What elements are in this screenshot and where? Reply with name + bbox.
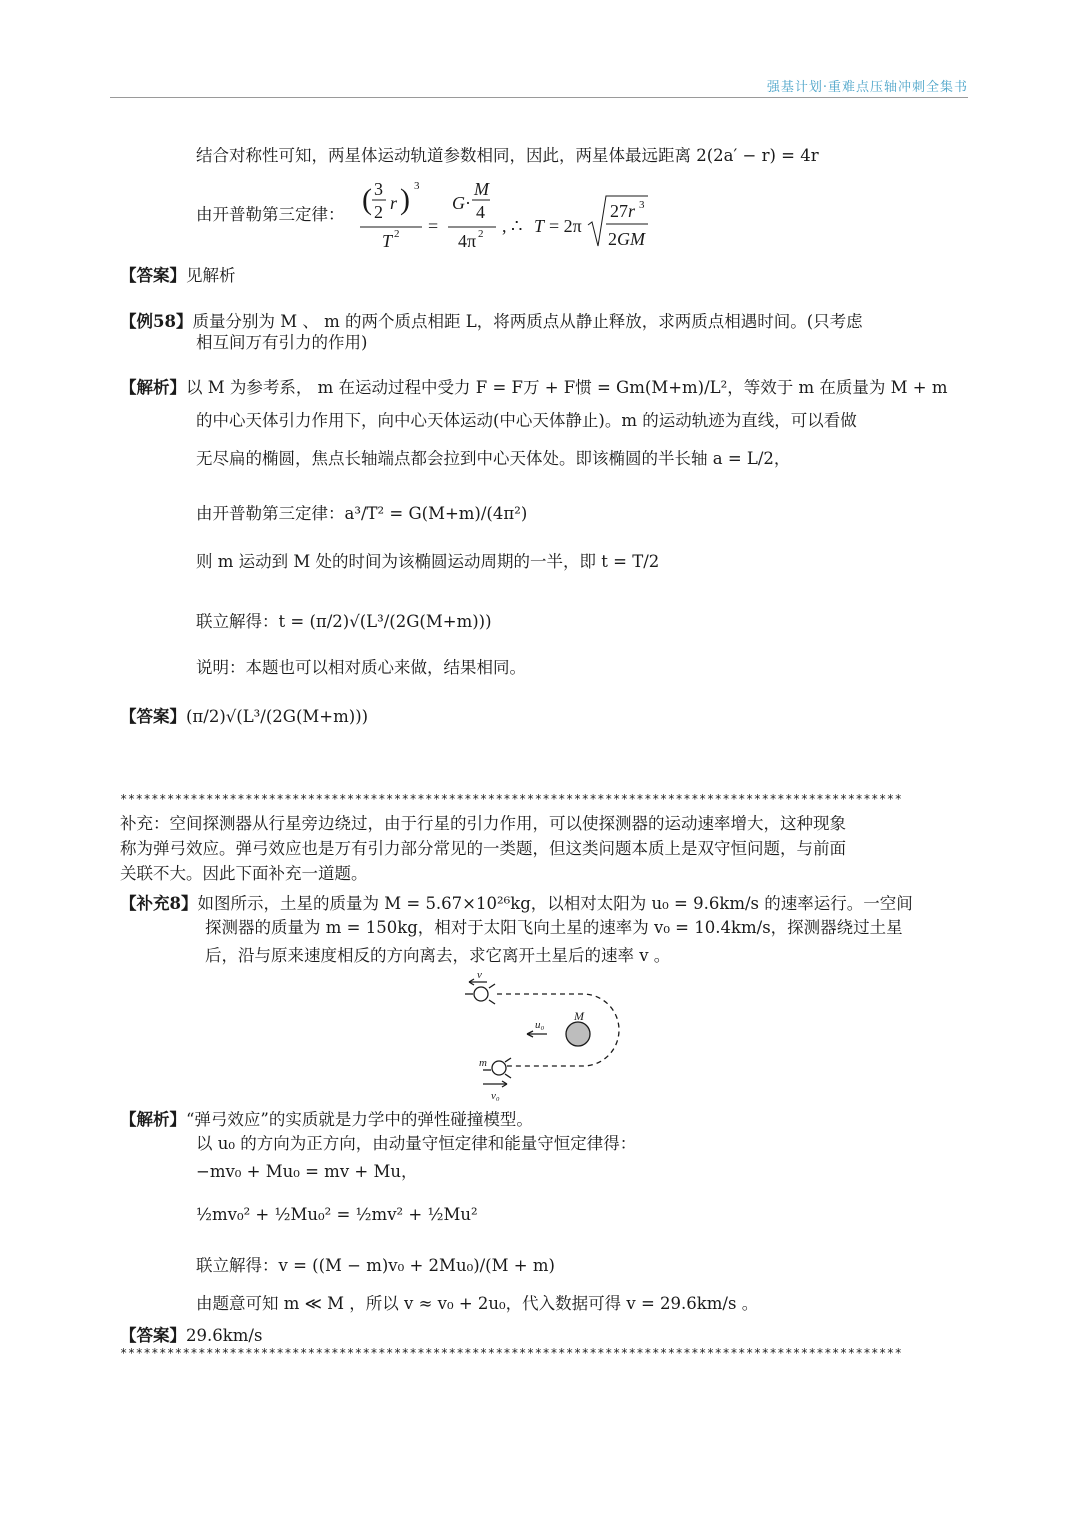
supp8-q3: 后，沿与原来速度相反的方向离去，求它离开土星后的速率 v 。 <box>205 946 671 965</box>
svg-text:2: 2 <box>478 228 484 240</box>
supp-intro2: 称为弹弓效应。弹弓效应也是万有引力部分常见的一类题，但这类问题本质上是双守恒问题，与前面 <box>120 839 846 858</box>
slingshot-figure <box>455 966 630 1110</box>
supp8-s1: “弹弓效应”的实质就是力学中的弹性碰撞模型。 <box>186 1110 533 1129</box>
svg-text:= 2π: = 2π <box>549 216 582 236</box>
p1-answer-text: 见解析 <box>186 266 236 285</box>
slingshot-diagram <box>455 966 630 1106</box>
svg-text:3: 3 <box>639 199 645 211</box>
supp8-s4: ½mv₀² + ½Mu₀² = ½mv² + ½Mu² <box>196 1205 478 1224</box>
supp8-q2: 探测器的质量为 m = 150kg，相对于太阳飞向土星的速率为 v₀ = 10.4km/s，探测器绕过土星 <box>205 918 903 937</box>
ex58-a2: 的中心天体引力作用下，向中心天体运动(中心天体静止)。m 的运动轨迹为直线，可以看做 <box>196 411 857 430</box>
p1-line1: 结合对称性可知，两星体运动轨道参数相同，因此，两星体最远距离 2(2a′ − r) = 4r <box>196 146 819 165</box>
svg-text:=: = <box>428 216 439 236</box>
ex58-analysis-tag: 【解析】 <box>120 378 186 397</box>
svg-text:3: 3 <box>374 179 383 199</box>
ex58-a3: 无尽扁的椭圆，焦点长轴端点都会拉到中心天体处。即该椭圆的半长轴 a = L/2， <box>196 449 791 468</box>
supp8-analysis-tag: 【解析】 <box>120 1110 186 1129</box>
label-u0: u₀ <box>535 1019 545 1031</box>
supp8-answer-tag: 【答案】 <box>120 1326 186 1345</box>
ex58-analysis-line1 <box>120 374 948 398</box>
label-M: M <box>574 1009 584 1023</box>
supp8-s3: −mv₀ + Mu₀ = mv + Mu， <box>196 1162 418 1181</box>
ex58-tag: 【例58】 <box>120 312 193 331</box>
separator-stars-bottom: **************************************************************************************************** <box>120 1346 903 1360</box>
supp8-q1: 如图所示，土星的质量为 M = 5.67×10²⁶kg，以相对太阳为 u₀ = 9.6km/s 的速率运行。一空间 <box>197 894 913 913</box>
supp-intro1: 补充：空间探测器从行星旁边绕过，由于行星的引力作用，可以使探测器的运动速率增大，这种现象 <box>120 814 846 833</box>
p1-answer-tag: 【答案】 <box>120 266 186 285</box>
supp8-line1 <box>120 890 913 914</box>
probe-bottom-icon <box>492 1061 506 1075</box>
svg-text:·: · <box>465 193 471 213</box>
supp8-tag: 【补充8】 <box>120 894 198 913</box>
ex58-question-l1: 质量分别为 M 、 m 的两个质点相距 L，将两质点从静止释放，求两质点相遇时间。(只考虑 <box>192 312 863 331</box>
label-m: m <box>479 1057 487 1069</box>
ex58-question-l2: 相互间万有引力的作用) <box>196 333 368 352</box>
svg-text:, ∴: , ∴ <box>502 216 523 236</box>
separator-stars-top: **************************************************************************************************** <box>120 792 903 806</box>
supp8-s6: 由题意可知 m ≪ M ，所以 v ≈ v₀ + 2u₀，代入数据可得 v = 29.6km/s 。 <box>196 1294 759 1313</box>
svg-text:3: 3 <box>414 180 420 192</box>
trajectory-path <box>497 994 619 1066</box>
ex58-a5: 则 m 运动到 M 处的时间为该椭圆运动周期的一半，即 t = T/2 <box>196 552 660 571</box>
svg-text:): ) <box>400 183 410 216</box>
ex58-a7: 说明：本题也可以相对质心来做，结果相同。 <box>196 658 526 677</box>
ex58-a4: 由开普勒第三定律：a³/T² = G(M+m)/(4π²) <box>196 504 528 523</box>
p1-kepler-line <box>196 205 345 225</box>
p1-kepler-prefix: 由开普勒第三定律： <box>196 205 345 224</box>
supp8-s5: 联立解得：v = ((M − m)v₀ + 2Mu₀)/(M + m) <box>196 1256 555 1275</box>
ex58-answer-text: (π/2)√(L³/(2G(M+m))) <box>186 707 369 726</box>
svg-text:2: 2 <box>374 202 383 222</box>
supp8-answer-text: 29.6km/s <box>186 1326 263 1345</box>
ex58-a6: 联立解得：t = (π/2)√(L³/(2G(M+m))) <box>196 612 492 631</box>
probe-top-icon <box>474 987 488 1001</box>
supp-intro3: 关联不大。因此下面补充一道题。 <box>120 864 368 883</box>
supp8-analysis-line1 <box>120 1106 533 1130</box>
svg-text:T: T <box>382 231 393 251</box>
ex58-answer-tag: 【答案】 <box>120 707 186 726</box>
svg-text:G: G <box>452 193 465 213</box>
ex58-tag-line <box>120 308 863 332</box>
ex58-a1: 以 M 为参考系， m 在运动过程中受力 F = F万 + F惯 = Gm(M+m)/L²，等效于 m 在质量为 M + m <box>186 378 948 397</box>
svg-text:M: M <box>474 179 489 199</box>
supp8-s2: 以 u₀ 的方向为正方向，由动量守恒定律和能量守恒定律得： <box>196 1134 637 1153</box>
svg-text:2GM: 2GM <box>608 229 645 249</box>
label-v0: v₀ <box>491 1090 500 1102</box>
svg-text:4: 4 <box>476 202 485 222</box>
svg-text:r: r <box>390 193 398 213</box>
saturn-icon <box>566 1022 590 1046</box>
header-divider <box>110 97 968 98</box>
p1-kepler-formula <box>356 175 656 261</box>
svg-text:(: ( <box>362 183 372 216</box>
svg-text:27r: 27r <box>610 201 636 221</box>
header-title: 强基计划·重难点压轴冲刺全集书 <box>766 80 968 95</box>
svg-text:2: 2 <box>394 228 400 240</box>
p1-kepler-formula-graphic <box>356 175 656 257</box>
svg-text:T: T <box>534 216 545 236</box>
label-v: v <box>477 969 482 981</box>
supp8-answer <box>120 1322 262 1346</box>
svg-text:4π: 4π <box>458 231 477 251</box>
ex58-answer <box>120 703 368 727</box>
p1-answer <box>120 262 236 286</box>
